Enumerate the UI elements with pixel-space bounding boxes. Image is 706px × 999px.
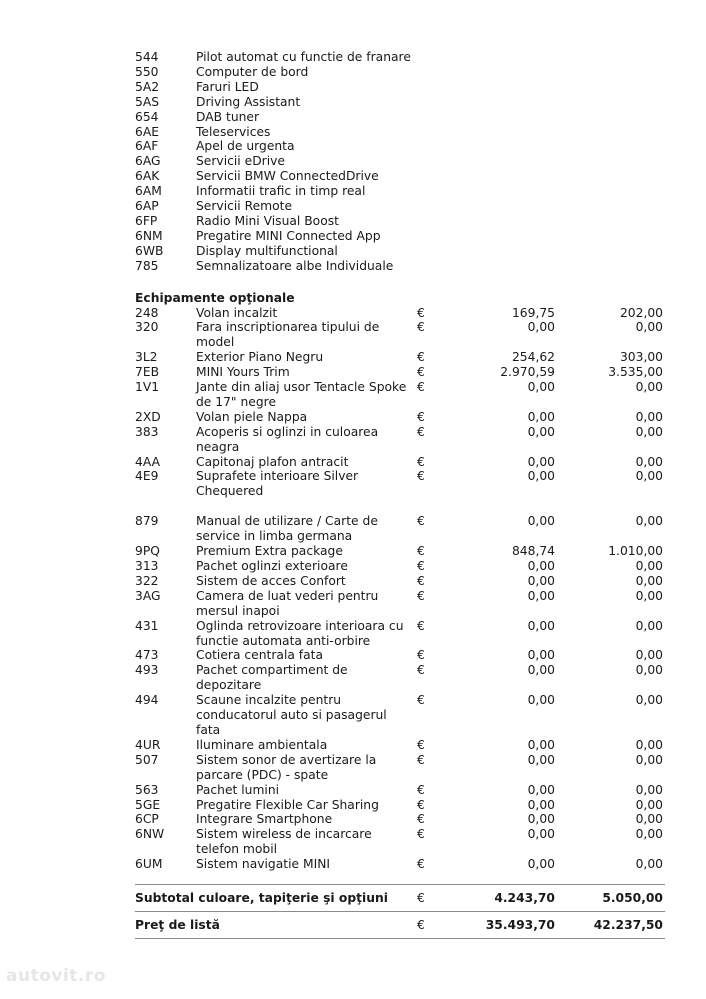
item-description: Computer de bord (196, 64, 309, 79)
item-code: 313 (135, 559, 159, 573)
item-price-net: 169,75 (511, 305, 555, 320)
optional-item (135, 350, 665, 365)
item-price-net: 0,00 (527, 782, 555, 797)
currency-symbol: € (417, 693, 425, 708)
item-price-gross: 0,00 (635, 573, 663, 588)
item-code: 5A2 (135, 79, 160, 94)
item-price-net: 0,00 (527, 559, 555, 573)
item-description: MINI Yours Trim (196, 365, 290, 380)
currency-symbol: € (417, 350, 425, 365)
standard-item (135, 125, 665, 140)
optional-item (135, 783, 665, 798)
item-code: 494 (135, 693, 159, 708)
item-description: Acoperis si oglinzi in culoarea neagra (196, 424, 379, 454)
item-price-net: 0,00 (527, 469, 555, 484)
optional-item (135, 663, 665, 693)
item-description: Capitonaj plafon antracit (196, 454, 349, 469)
optional-item (135, 589, 665, 619)
standard-item (135, 169, 665, 184)
standard-item (135, 184, 665, 199)
item-price-gross: 202,00 (619, 305, 663, 320)
currency-symbol: € (417, 559, 425, 573)
item-price-gross: 0,00 (635, 469, 663, 484)
item-price-net: 0,00 (527, 827, 555, 842)
list-price-net: 35.493,70 (485, 918, 555, 933)
item-code: 6AF (135, 139, 159, 154)
list-price-gross: 42.237,50 (593, 918, 663, 933)
item-price-net: 0,00 (527, 663, 555, 678)
item-description: Pregatire Flexible Car Sharing (196, 797, 379, 812)
optional-item (135, 380, 665, 410)
item-code: 6AK (135, 169, 160, 184)
item-description: Apel de urgenta (196, 139, 295, 154)
item-price-net: 0,00 (527, 857, 555, 872)
optional-item (135, 812, 665, 827)
item-code: 6WB (135, 243, 164, 258)
optional-equipment-list (135, 306, 665, 873)
standard-item (135, 214, 665, 229)
optional-item (135, 857, 665, 872)
item-code: 5GE (135, 797, 161, 812)
currency-symbol: € (417, 588, 425, 603)
currency-symbol: € (417, 737, 425, 752)
item-code: 3L2 (135, 350, 158, 365)
item-description: Sistem navigatie MINI (196, 857, 331, 872)
item-price-gross: 0,00 (635, 380, 663, 395)
item-price-net: 0,00 (527, 752, 555, 767)
item-description: Servicii BMW ConnectedDrive (196, 169, 379, 184)
item-description: Integrare Smartphone (196, 812, 333, 827)
item-code: 785 (135, 258, 159, 273)
subtotal-row (135, 885, 665, 911)
item-description: Jante din aliaj usor Tentacle Spoke de 17" negre (196, 380, 407, 409)
item-description: Premium Extra package (196, 544, 343, 559)
item-code: 4E9 (135, 469, 159, 484)
standard-item (135, 199, 665, 214)
item-code: 6AE (135, 124, 160, 139)
currency-symbol: € (417, 797, 425, 812)
item-description: Sistem wireless de incarcare telefon mobil (196, 827, 372, 857)
optional-item (135, 693, 665, 738)
item-price-gross: 0,00 (635, 693, 663, 708)
item-price-gross: 0,00 (635, 424, 663, 439)
item-description: Iluminare ambientala (196, 737, 328, 752)
currency-symbol: € (417, 812, 425, 827)
item-price-net: 0,00 (527, 424, 555, 439)
item-code: 248 (135, 305, 159, 320)
equipment-document (135, 50, 665, 939)
item-code: 493 (135, 663, 159, 678)
currency-symbol: € (417, 514, 425, 529)
item-price-net: 0,00 (527, 320, 555, 335)
item-price-net: 0,00 (527, 380, 555, 395)
currency-symbol: € (417, 424, 425, 439)
item-code: 550 (135, 64, 159, 79)
item-price-net: 0,00 (527, 648, 555, 663)
item-code: 473 (135, 648, 159, 663)
item-price-net: 2.970,59 (500, 365, 555, 380)
item-description: Teleservices (196, 124, 271, 139)
item-code: 6AP (135, 199, 159, 214)
optional-item (135, 306, 665, 321)
item-description: Radio Mini Visual Boost (196, 213, 339, 228)
item-price-gross: 0,00 (635, 559, 663, 573)
standard-item (135, 65, 665, 80)
item-code: 6CP (135, 812, 159, 827)
item-description: Servicii Remote (196, 199, 293, 214)
currency-symbol: € (417, 305, 425, 320)
item-price-gross: 3.535,00 (608, 365, 663, 380)
item-price-gross: 0,00 (635, 588, 663, 603)
divider (135, 938, 665, 939)
item-description: Sistem sonor de avertizare la parcare (PDC) - spate (196, 752, 377, 782)
item-description: Semnalizatoare albe Individuale (196, 258, 394, 273)
item-price-gross: 0,00 (635, 857, 663, 872)
item-description: Display multifunctional (196, 243, 338, 258)
item-description: Exterior Piano Negru (196, 350, 324, 365)
standard-item (135, 110, 665, 125)
item-code: 879 (135, 514, 159, 529)
optional-item (135, 469, 665, 499)
item-code: 322 (135, 573, 159, 588)
item-price-gross: 303,00 (619, 350, 663, 365)
optional-item (135, 320, 665, 350)
item-description: Driving Assistant (196, 94, 301, 109)
item-price-net: 848,74 (511, 544, 555, 559)
item-price-net: 0,00 (527, 573, 555, 588)
currency-symbol: € (417, 891, 425, 906)
subtotal-gross: 5.050,00 (602, 891, 663, 906)
currency-symbol: € (417, 469, 425, 484)
item-description: Manual de utilizare / Carte de service in limba germana (196, 514, 378, 544)
item-code: 4UR (135, 737, 161, 752)
item-description: Volan incalzit (196, 305, 278, 320)
item-price-net: 0,00 (527, 812, 555, 827)
subtotal-label: Subtotal culoare, tapiţerie şi opţiuni (135, 891, 388, 906)
item-code: 320 (135, 320, 159, 335)
item-code: 5AS (135, 94, 160, 109)
item-code: 7EB (135, 365, 160, 380)
item-description: Pregatire MINI Connected App (196, 228, 381, 243)
item-price-gross: 0,00 (635, 320, 663, 335)
item-price-gross: 0,00 (635, 797, 663, 812)
item-description: Servicii eDrive (196, 154, 285, 169)
item-code: 6FP (135, 213, 158, 228)
item-description: Informatii trafic in timp real (196, 184, 366, 199)
item-description: Pachet oglinzi exterioare (196, 559, 348, 573)
item-price-gross: 0,00 (635, 663, 663, 678)
standard-equipment-list (135, 50, 665, 274)
item-description: Camera de luat vederi pentru mersul inapoi (196, 588, 379, 618)
item-description: Suprafete interioare Silver Chequered (196, 469, 359, 499)
optional-item (135, 619, 665, 649)
optional-item (135, 365, 665, 380)
currency-symbol: € (417, 365, 425, 380)
item-price-net: 0,00 (527, 454, 555, 469)
currency-symbol: € (417, 380, 425, 395)
standard-item (135, 259, 665, 274)
currency-symbol: € (417, 663, 425, 678)
item-description: Cotiera centrala fata (196, 648, 324, 663)
item-description: DAB tuner (196, 109, 260, 124)
item-price-net: 0,00 (527, 588, 555, 603)
item-code: 6UM (135, 857, 163, 872)
optional-item (135, 544, 665, 559)
item-description: Fara inscriptionarea tipului de model (196, 320, 380, 350)
item-code: 1V1 (135, 380, 160, 395)
item-description: Scaune incalzite pentru conducatorul auto si pasagerul fata (196, 693, 387, 737)
item-code: 544 (135, 50, 159, 64)
item-description: Pachet lumini (196, 782, 280, 797)
optional-item (135, 425, 665, 455)
item-price-gross: 0,00 (635, 514, 663, 529)
item-price-gross: 0,00 (635, 409, 663, 424)
item-description: Volan piele Nappa (196, 409, 308, 424)
item-price-net: 0,00 (527, 514, 555, 529)
item-description: Sistem de acces Confort (196, 573, 346, 588)
watermark-logo: autovit.ro (6, 966, 106, 986)
currency-symbol: € (417, 752, 425, 767)
item-code: 4AA (135, 454, 160, 469)
optional-item (135, 648, 665, 663)
item-price-gross: 0,00 (635, 737, 663, 752)
optional-item (135, 410, 665, 425)
optional-item (135, 827, 665, 857)
item-price-net: 0,00 (527, 693, 555, 708)
item-description: Faruri LED (196, 79, 259, 94)
item-code: 6NW (135, 827, 165, 842)
optional-item (135, 514, 665, 544)
item-description: Pilot automat cu functie de franare (196, 50, 411, 64)
item-code: 654 (135, 109, 159, 124)
item-code: 6AG (135, 154, 161, 169)
currency-symbol: € (417, 782, 425, 797)
currency-symbol: € (417, 573, 425, 588)
optional-item (135, 574, 665, 589)
optional-section-title: Echipamente opţionale (135, 290, 295, 305)
currency-symbol: € (417, 918, 425, 933)
standard-item (135, 229, 665, 244)
item-price-gross: 0,00 (635, 812, 663, 827)
currency-symbol: € (417, 857, 425, 872)
item-price-gross: 0,00 (635, 752, 663, 767)
standard-item (135, 154, 665, 169)
item-description: Pachet compartiment de depozitare (196, 663, 348, 693)
list-price-row (135, 912, 665, 938)
standard-item (135, 139, 665, 154)
item-description: Oglinda retrovizoare interioara cu functie automata anti-orbire (196, 618, 404, 648)
standard-item (135, 80, 665, 95)
item-price-gross: 0,00 (635, 827, 663, 842)
standard-item (135, 50, 665, 65)
item-price-gross: 0,00 (635, 782, 663, 797)
standard-item (135, 95, 665, 110)
item-price-net: 0,00 (527, 797, 555, 812)
item-code: 6AM (135, 184, 162, 199)
optional-item (135, 798, 665, 813)
item-code: 431 (135, 618, 159, 633)
item-price-net: 0,00 (527, 618, 555, 633)
currency-symbol: € (417, 648, 425, 663)
item-code: 6NM (135, 228, 163, 243)
subtotal-net: 4.243,70 (494, 891, 555, 906)
optional-item (135, 559, 665, 574)
item-code: 2XD (135, 409, 161, 424)
currency-symbol: € (417, 320, 425, 335)
item-price-gross: 1.010,00 (608, 544, 663, 559)
item-price-net: 0,00 (527, 409, 555, 424)
item-code: 507 (135, 752, 159, 767)
item-price-gross: 0,00 (635, 648, 663, 663)
item-price-net: 254,62 (511, 350, 555, 365)
currency-symbol: € (417, 544, 425, 559)
currency-symbol: € (417, 454, 425, 469)
item-code: 563 (135, 782, 159, 797)
currency-symbol: € (417, 827, 425, 842)
currency-symbol: € (417, 618, 425, 633)
standard-item (135, 244, 665, 259)
item-price-net: 0,00 (527, 737, 555, 752)
item-code: 3AG (135, 588, 161, 603)
optional-item (135, 455, 665, 470)
item-code: 9PQ (135, 544, 160, 559)
list-price-label: Preţ de listă (135, 918, 220, 933)
currency-symbol: € (417, 409, 425, 424)
optional-item (135, 753, 665, 783)
row-gap (135, 499, 665, 514)
optional-item (135, 738, 665, 753)
item-price-gross: 0,00 (635, 454, 663, 469)
item-code: 383 (135, 424, 159, 439)
item-price-gross: 0,00 (635, 618, 663, 633)
